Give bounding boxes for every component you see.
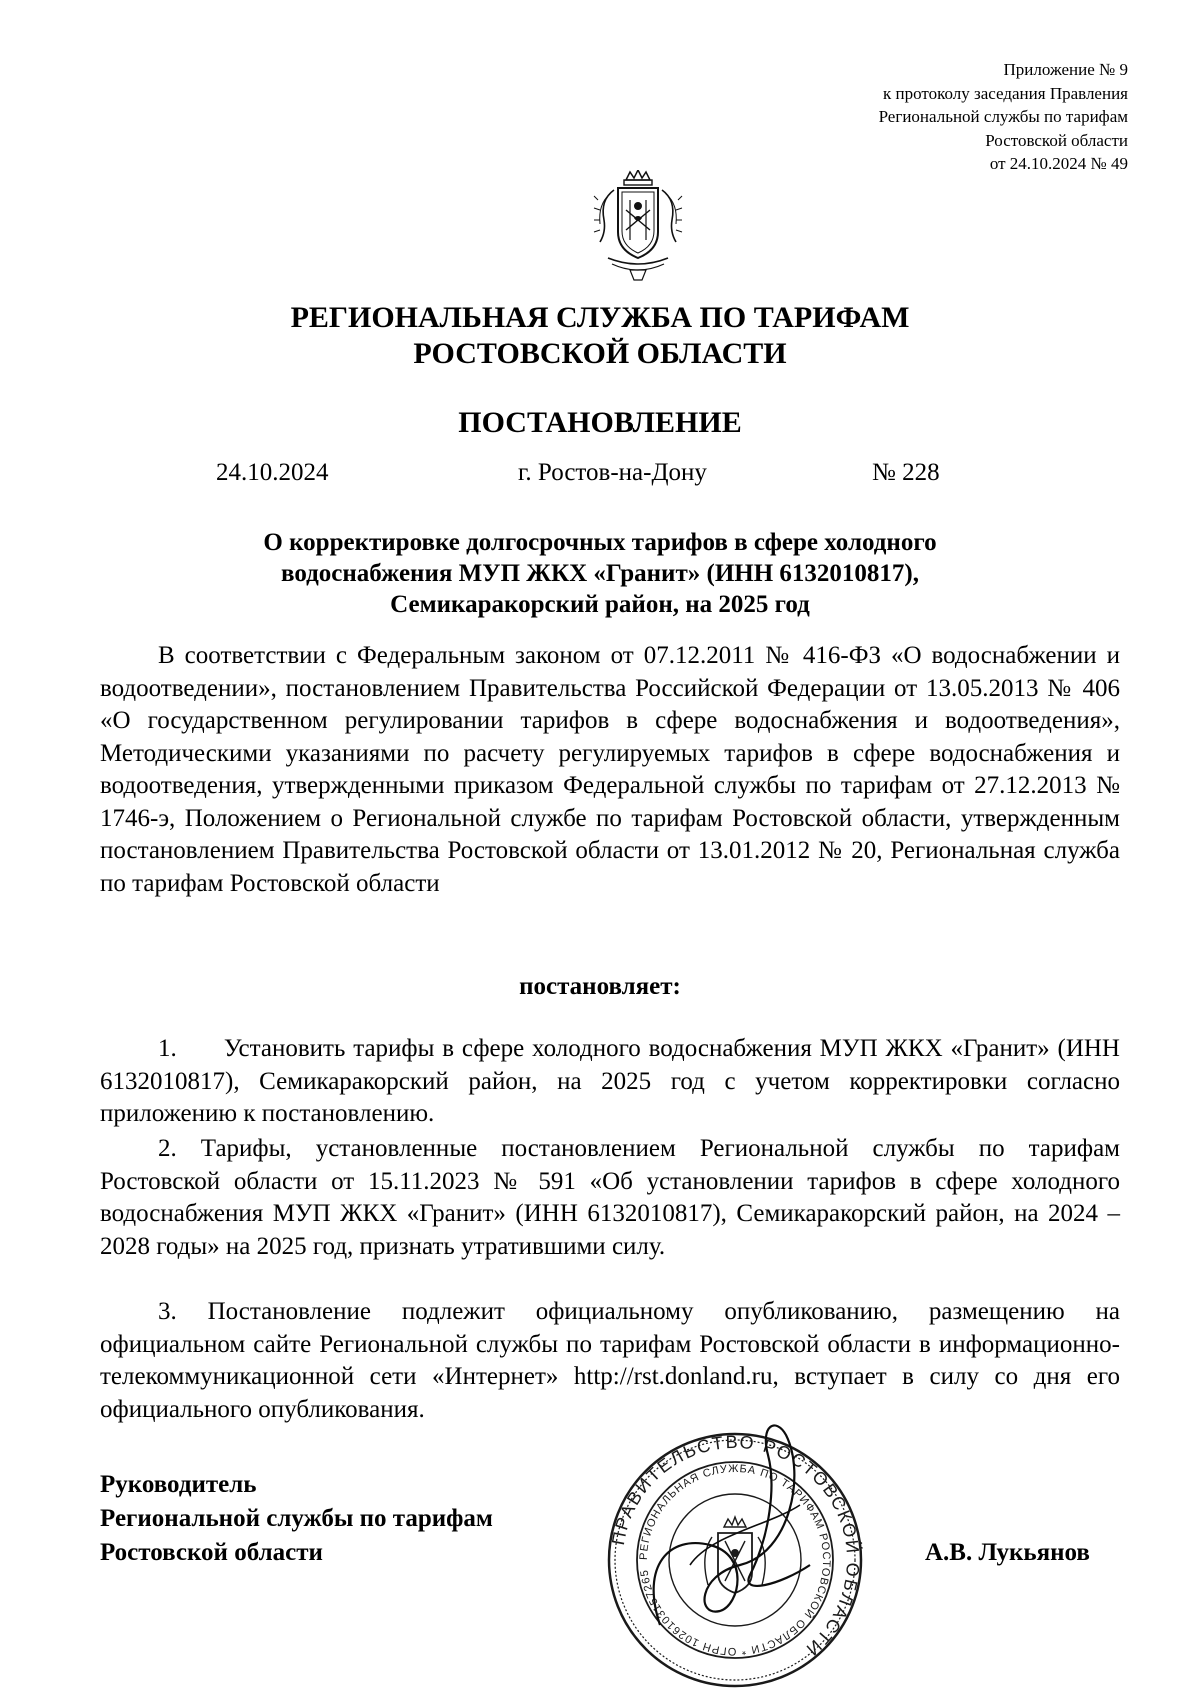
- resolves-heading: постановляет:: [519, 973, 681, 1000]
- official-seal-icon: [600, 1415, 870, 1690]
- appendix-line: к протоколу заседания Правления: [883, 83, 1128, 103]
- resolution-item-3: 3. Постановление подлежит официальному опубликованию, размещению на официальном сайте Региональной службы по тарифам Ростовской области в информационно-телекоммуникационной сети «Интернет» http://rst.donland.ru, вступает в силу со дня его официального опубликования.: [100, 1298, 1120, 1423]
- subject-line: водоснабжения МУП ЖКХ «Гранит» (ИНН 6132010817),: [281, 560, 919, 587]
- document-subject: [0, 527, 1200, 620]
- appendix-block: [879, 58, 1128, 176]
- preamble-paragraph: В соответствии с Федеральным законом от 07.12.2011 № 416-ФЗ «О водоснабжении и водоотведении», постановлением Правительства Российской Федерации от 13.05.2013 № 406 «О государственном регулировании тарифов в сфере водоснабжения и водоотведения», Методическими указаниями по расчету регулируемых тарифов в сфере водоснабжения и водоотведения, утвержденными приказом Федеральной службы по тарифам от 27.12.2013 № 1746-э, Положением о Региональной службе по тарифам Ростовской области, утвержденным постановлением Правительства Ростовской области от 13.01.2012 № 20, Региональная служба по тарифам Ростовской области: [100, 642, 1120, 897]
- organization-title-line: РОСТОВСКОЙ ОБЛАСТИ: [413, 337, 787, 370]
- signer-name: А.В. Лукьянов: [925, 1539, 1090, 1566]
- coat-of-arms-icon: [590, 170, 686, 282]
- signer-title: [100, 1468, 493, 1570]
- subject-line: О корректировке долгосрочных тарифов в сфере холодного: [263, 529, 937, 556]
- document-city: г. Ростов-на-Дону: [518, 459, 707, 486]
- signer-title-line: Ростовской области: [100, 1539, 323, 1566]
- appendix-line: Ростовской области: [985, 130, 1128, 150]
- appendix-line: Приложение № 9: [1003, 60, 1128, 79]
- signer-title-line: Руководитель: [100, 1471, 257, 1498]
- resolution-item-2: 2. Тарифы, установленные постановлением Региональной службы по тарифам Ростовской области от 15.11.2023 № 591 «Об установлении тарифов в сфере холодного водоснабжения МУП ЖКХ «Гранит» (ИНН 6132010817), Семикаракорский район, на 2024 – 2028 годы» на 2025 год, признать утратившими силу.: [100, 1135, 1120, 1260]
- seal-outer-text: ПРАВИТЕЛЬСТВО РОСТОВСКОЙ ОБЛАСТИ: [607, 1431, 864, 1661]
- document-number: № 228: [872, 459, 940, 486]
- seal-inner-text: РЕГИОНАЛЬНАЯ СЛУЖБА ПО ТАРИФАМ РОСТОВСКОЙ ОБЛАСТИ * ОГРН 1026103157265: [637, 1462, 833, 1658]
- subject-line: Семикаракорский район, на 2025 год: [390, 591, 810, 618]
- resolution-item-1: 1. Установить тарифы в сфере холодного водоснабжения МУП ЖКХ «Гранит» (ИНН 6132010817), Семикаракорский район, на 2025 год с учетом корректировки согласно приложению к постановлению.: [100, 1035, 1120, 1127]
- signer-title-line: Региональной службы по тарифам: [100, 1505, 493, 1532]
- document-date: 24.10.2024: [216, 459, 329, 486]
- appendix-line: Региональной службы по тарифам: [878, 107, 1128, 126]
- document-type: ПОСТАНОВЛЕНИЕ: [458, 406, 742, 439]
- organization-title: [0, 300, 1200, 372]
- organization-title-line: РЕГИОНАЛЬНАЯ СЛУЖБА ПО ТАРИФАМ: [290, 301, 910, 334]
- appendix-line: от 24.10.2024 № 49: [989, 154, 1128, 173]
